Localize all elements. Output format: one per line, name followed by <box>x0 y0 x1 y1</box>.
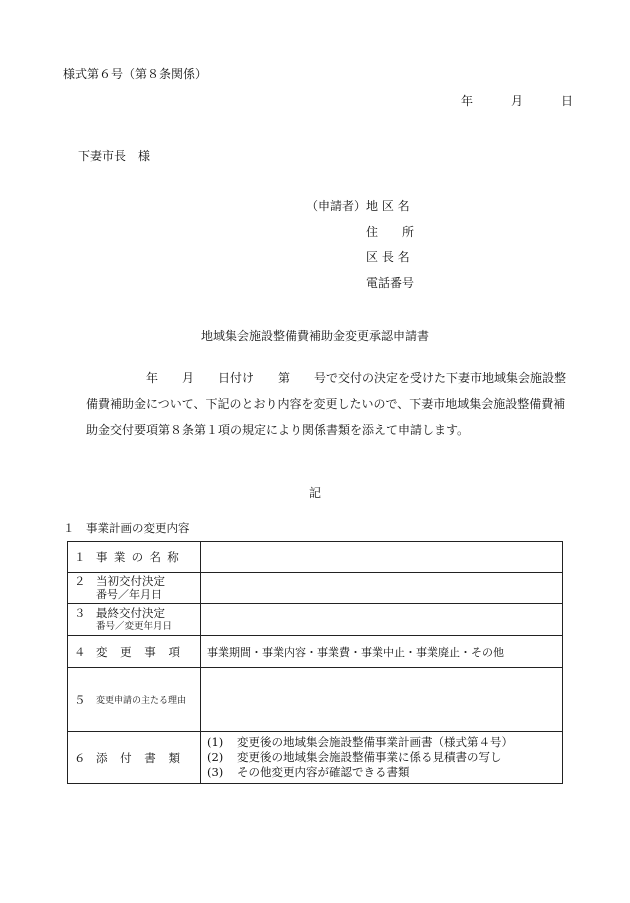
change-items-options[interactable]: 事業期間・事業内容・事業費・事業中止・事業廃止・その他 <box>201 636 563 668</box>
row-label-cell <box>68 573 201 604</box>
row-label: 添付書類 <box>96 750 193 765</box>
addressee: 下妻市長 様 <box>78 149 151 163</box>
applicant-phone-label: 電話番号 <box>366 276 415 290</box>
initial-decision-field[interactable] <box>201 573 563 604</box>
row-label: 変更事項 <box>96 644 193 659</box>
table-row <box>68 542 563 573</box>
project-name-field[interactable] <box>201 542 563 573</box>
row-label-cell <box>68 732 201 784</box>
change-details-table <box>67 541 563 784</box>
applicant-chief-label: 区 長 名 <box>366 250 410 264</box>
row-number: ４ <box>74 644 86 659</box>
row-label: 変更申請の主たる理由 <box>96 696 187 706</box>
table-row <box>68 573 563 604</box>
applicant-address-label: 住 所 <box>366 225 415 239</box>
row-label: 最終交付決定 <box>96 605 165 620</box>
document-title: 地域集会施設整備費補助金変更承認申請書 <box>200 329 429 343</box>
row-label-cell <box>68 542 201 573</box>
row-label-cell <box>68 668 201 732</box>
date-month: 月 <box>511 94 524 108</box>
date-day: 日 <box>561 94 574 108</box>
date-year: 年 <box>461 94 474 108</box>
applicant-district-label: 地 区 名 <box>366 199 410 213</box>
form-number: 様式第６号（第８条関係） <box>63 67 208 81</box>
attachment-item: (3) その他変更内容が確認できる書類 <box>207 765 410 779</box>
final-decision-field[interactable] <box>201 604 563 636</box>
row-label: 当初交付決定 <box>96 574 165 588</box>
attachment-item: (1) 変更後の地域集会施設整備事業計画書（様式第４号） <box>207 735 513 749</box>
change-reason-field[interactable] <box>201 668 563 732</box>
table-row <box>68 732 563 784</box>
attachments-cell <box>201 732 563 784</box>
row-sublabel: 番号／年月日 <box>96 588 162 601</box>
date-line <box>461 95 573 107</box>
row-label-cell <box>68 604 201 636</box>
row-number: ３ <box>74 605 86 620</box>
ki-heading: 記 <box>308 486 321 500</box>
row-number: ６ <box>74 750 86 765</box>
applicant-tag: （申請者） <box>306 199 367 213</box>
row-label-cell <box>68 636 201 668</box>
row-number: １ <box>74 550 86 564</box>
section-heading: １ 事業計画の変更内容 <box>63 521 190 535</box>
table-row <box>68 668 563 732</box>
table-row <box>68 604 563 636</box>
row-number: ２ <box>74 574 86 588</box>
attachment-item: (2) 変更後の地域集会施設整備事業に係る見積書の写し <box>207 750 502 764</box>
table-row <box>68 636 563 668</box>
row-number: ５ <box>74 692 86 707</box>
row-sublabel: 番号／変更年月日 <box>96 620 173 632</box>
body-paragraph: 年 月 日付け 第 号で交付の決定を受けた下妻市地域集会施設整備費補助金について、下記のとおり内容を変更したいので、下妻市地域集会施設整備費補助金交付要項第８条第１項の規定により関係書類を添えて申請します。 <box>86 371 567 437</box>
row-label: 事業の名称 <box>96 550 186 564</box>
